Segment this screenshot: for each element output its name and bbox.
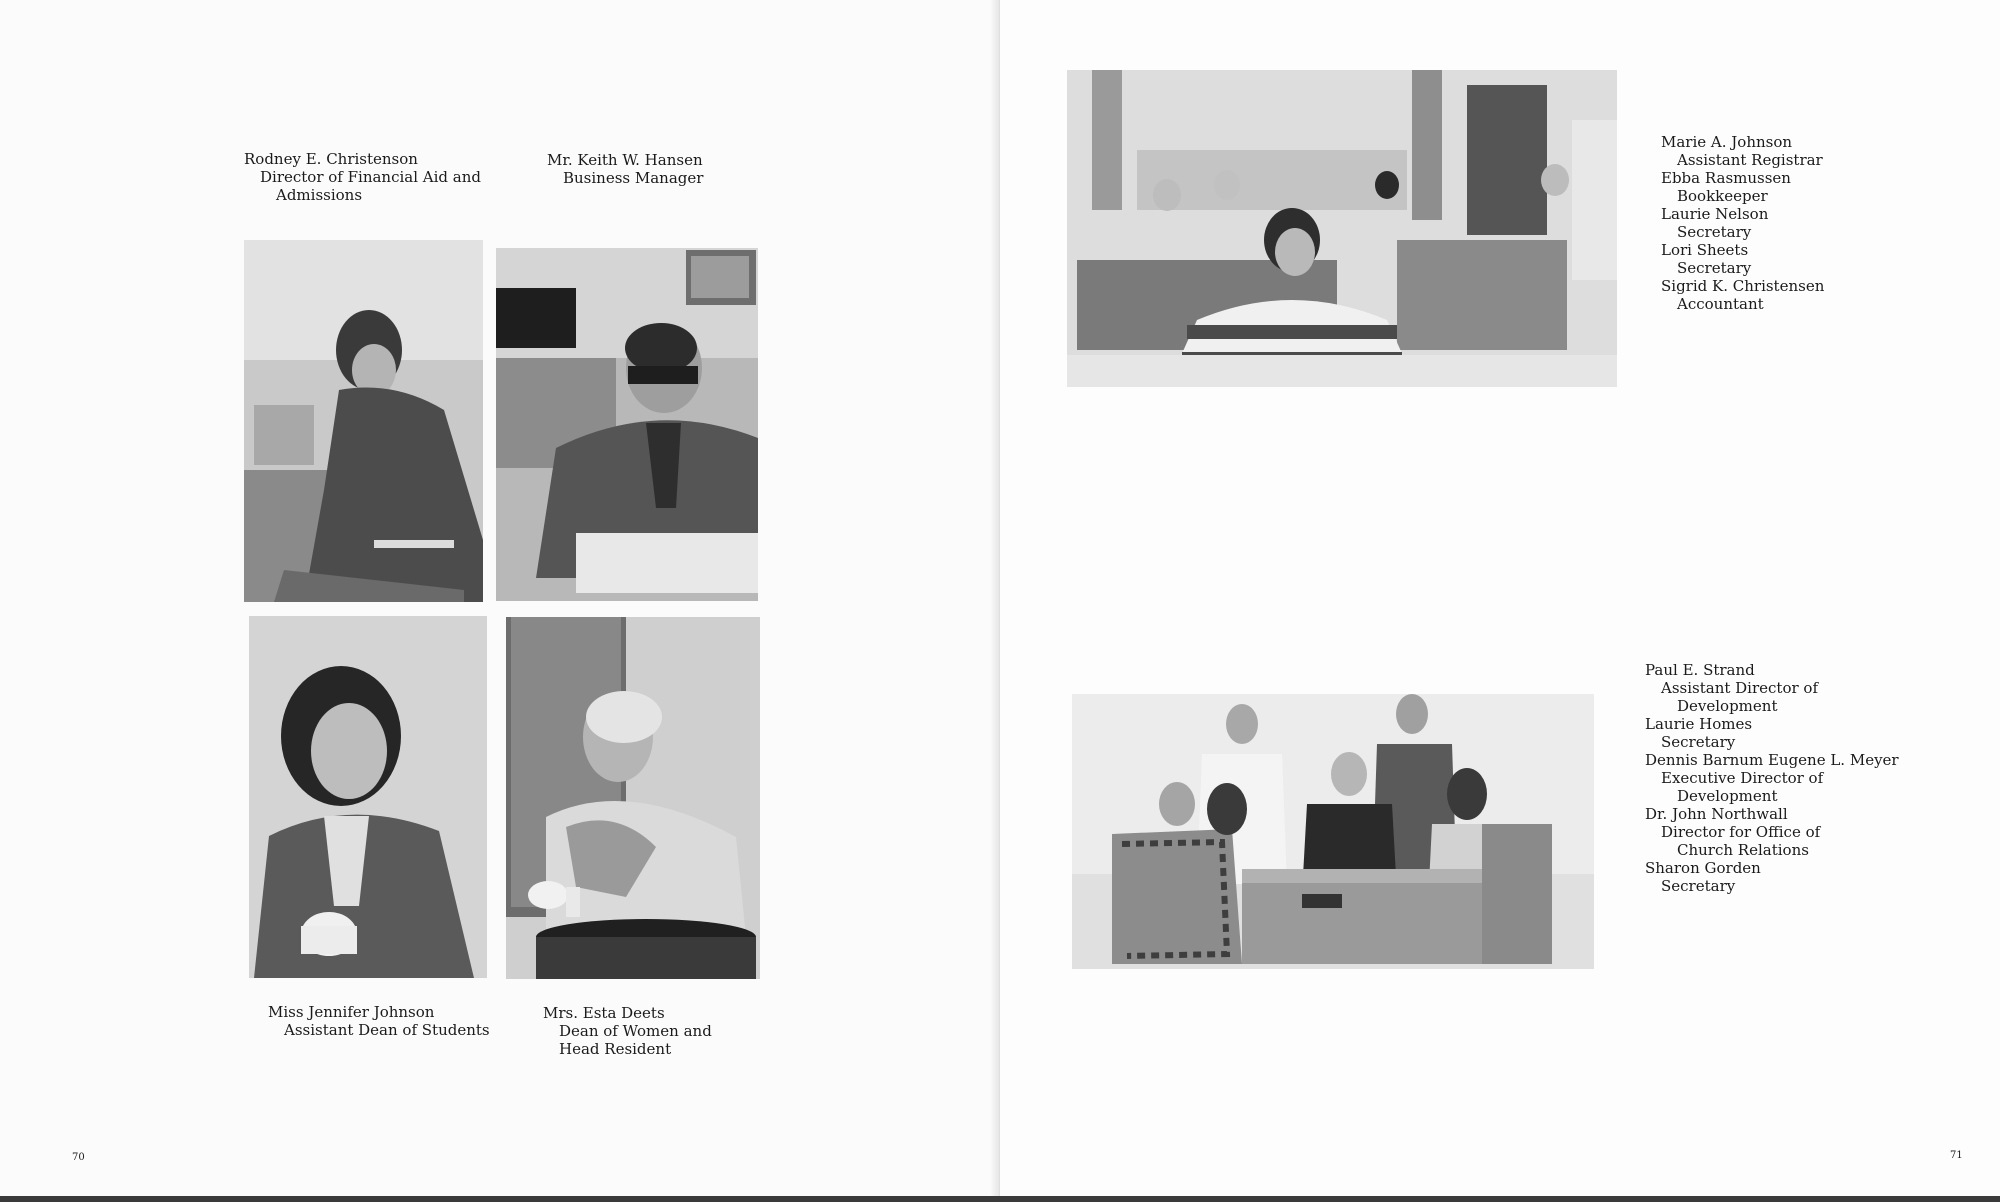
caption-development-staff — [1645, 661, 1899, 895]
staff-role: Secretary — [1661, 733, 1736, 751]
caption-role: Business Manager — [563, 169, 704, 187]
staff-role: Director for Office of — [1661, 823, 1821, 841]
caption-role: Admissions — [276, 186, 363, 204]
staff-role: Church Relations — [1677, 841, 1809, 859]
staff-role: Development — [1677, 787, 1778, 805]
staff-role: Secretary — [1677, 259, 1752, 277]
staff-name: Sigrid K. Christensen — [1661, 277, 1825, 295]
caption-name: Rodney E. Christenson — [244, 150, 418, 168]
staff-role: Accountant — [1677, 295, 1764, 313]
caption-name: Mrs. Esta Deets — [543, 1004, 665, 1022]
photo-jennifer-johnson — [249, 616, 487, 978]
staff-name: Dr. John Northwall — [1645, 805, 1788, 823]
caption-esta-deets — [543, 1004, 712, 1058]
caption-name: Miss Jennifer Johnson — [268, 1003, 435, 1021]
staff-name: Lori Sheets — [1661, 241, 1749, 259]
caption-hansen — [547, 151, 703, 187]
staff-role: Executive Director of — [1661, 769, 1824, 787]
photo-christenson — [244, 240, 483, 602]
caption-office-staff — [1661, 133, 1824, 313]
caption-role: Director of Financial Aid and — [260, 168, 482, 186]
staff-role: Secretary — [1677, 223, 1752, 241]
page-number-left: 70 — [72, 1152, 85, 1163]
staff-role: Bookkeeper — [1677, 187, 1768, 205]
page-number-right: 71 — [1950, 1150, 1963, 1161]
photo-esta-deets — [506, 617, 760, 979]
caption-name: Mr. Keith W. Hansen — [547, 151, 703, 169]
staff-name: Dennis Barnum — [1645, 751, 1764, 769]
right-page — [1000, 0, 2000, 1202]
caption-role: Assistant Dean of Students — [284, 1021, 490, 1039]
caption-christenson — [244, 150, 481, 204]
staff-name: Paul E. Strand — [1645, 661, 1755, 679]
staff-role: Assistant Registrar — [1677, 151, 1823, 169]
staff-name: Ebba Rasmussen — [1661, 169, 1791, 187]
staff-role: Assistant Director of — [1661, 679, 1819, 697]
caption-role: Head Resident — [559, 1040, 672, 1058]
caption-jennifer-johnson — [268, 1003, 490, 1039]
photo-hansen — [496, 248, 758, 601]
photo-office-staff — [1067, 70, 1617, 387]
photo-development-staff — [1072, 694, 1594, 969]
book-bottom-edge — [0, 1196, 2000, 1202]
staff-name: Laurie Nelson — [1661, 205, 1769, 223]
staff-name: Sharon Gorden — [1645, 859, 1761, 877]
staff-role: Secretary — [1661, 877, 1736, 895]
staff-role: Development — [1677, 697, 1778, 715]
staff-name: Marie A. Johnson — [1661, 133, 1793, 151]
caption-role: Dean of Women and — [559, 1022, 712, 1040]
staff-name: Laurie Homes — [1645, 715, 1753, 733]
staff-name: Eugene L. Meyer — [1767, 751, 1899, 769]
